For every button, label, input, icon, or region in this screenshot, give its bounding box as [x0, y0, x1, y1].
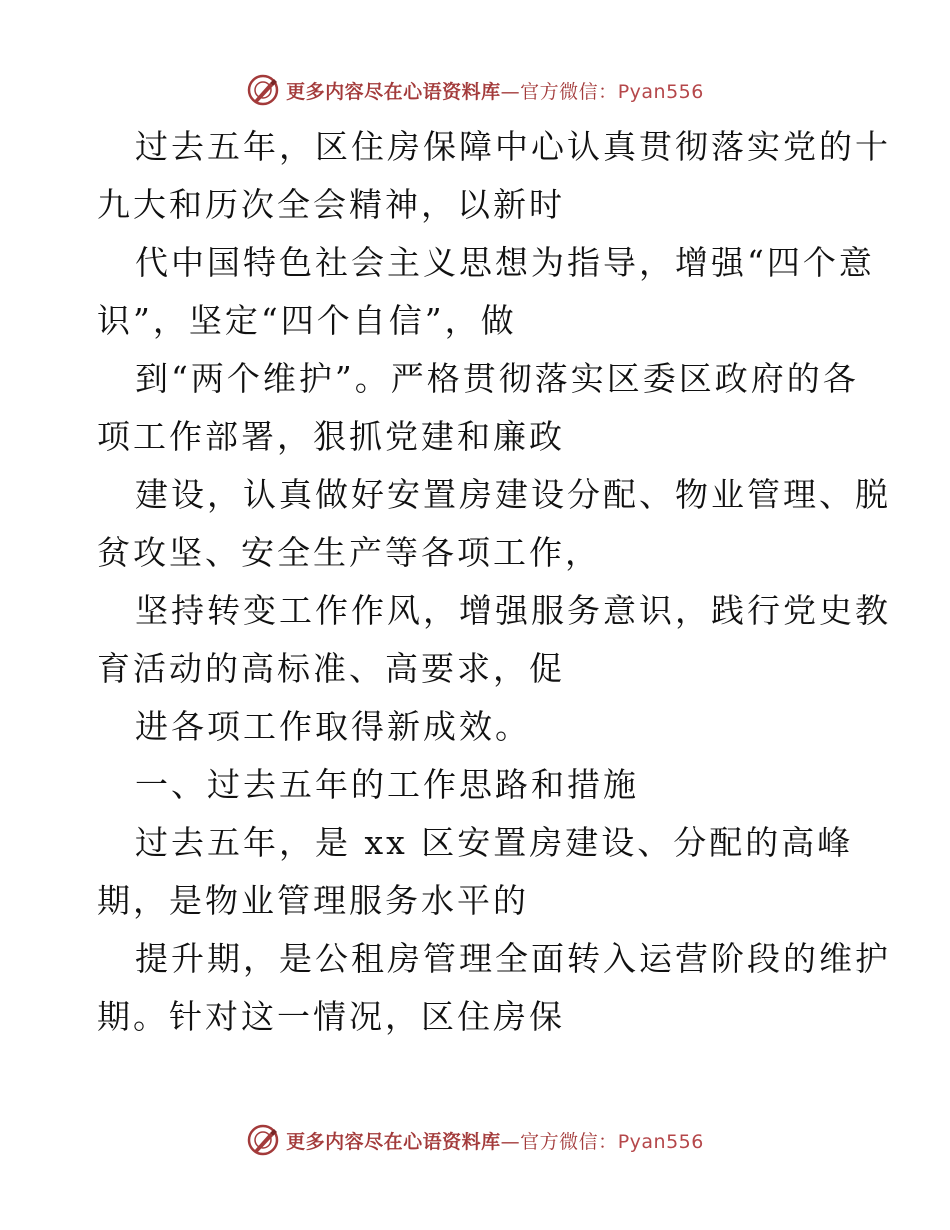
- body-line: 代中国特色社会主义思想为指导，增强“四个意: [135, 243, 875, 282]
- body-line: 坚持转变工作作风，增强服务意识，践行党史教: [135, 591, 891, 630]
- body-line: 提升期，是公租房管理全面转入运营阶段的维护: [135, 939, 891, 978]
- footer-wechat-label: 官方微信：: [520, 1130, 618, 1153]
- body-line: 过去五年，是 xx 区安置房建设、分配的高峰: [135, 823, 854, 862]
- pen-logo-icon: [246, 73, 280, 107]
- section-heading: 一、过去五年的工作思路和措施: [135, 765, 639, 804]
- body-line: 项工作部署，狠抓党建和廉政: [97, 417, 565, 456]
- body-line: 贫攻坚、安全生产等各项工作，: [97, 533, 601, 572]
- body-line: 期。针对这一情况，区住房保: [97, 997, 565, 1036]
- body-line: 进各项工作取得新成效。: [135, 707, 531, 746]
- footer-wechat-id: Pyan556: [617, 1130, 704, 1153]
- header-banner-text: [286, 77, 704, 104]
- body-line: 到“两个维护”。严格贯彻落实区委区政府的各: [135, 359, 859, 398]
- footer-banner: [0, 1120, 950, 1160]
- header-wechat-label: 官方微信：: [520, 80, 618, 103]
- document-body: [97, 118, 891, 1046]
- body-line: 期，是物业管理服务水平的: [97, 881, 529, 920]
- footer-separator: —: [500, 1130, 521, 1153]
- footer-banner-text: [286, 1127, 704, 1154]
- body-line: 建设，认真做好安置房建设分配、物业管理、脱: [135, 475, 891, 514]
- header-banner: [0, 70, 950, 110]
- body-line: 过去五年，区住房保障中心认真贯彻落实党的十: [135, 127, 891, 166]
- body-line: 识”，坚定“四个自信”，做: [97, 301, 517, 340]
- body-line: 育活动的高标准、高要求，促: [97, 649, 565, 688]
- body-line: 九大和历次全会精神，以新时: [97, 185, 565, 224]
- pen-logo-icon: [246, 1123, 280, 1157]
- header-wechat-id: Pyan556: [617, 80, 704, 103]
- footer-brand: 更多内容尽在心语资料库: [286, 1130, 501, 1153]
- header-separator: —: [500, 80, 521, 103]
- header-brand: 更多内容尽在心语资料库: [286, 80, 501, 103]
